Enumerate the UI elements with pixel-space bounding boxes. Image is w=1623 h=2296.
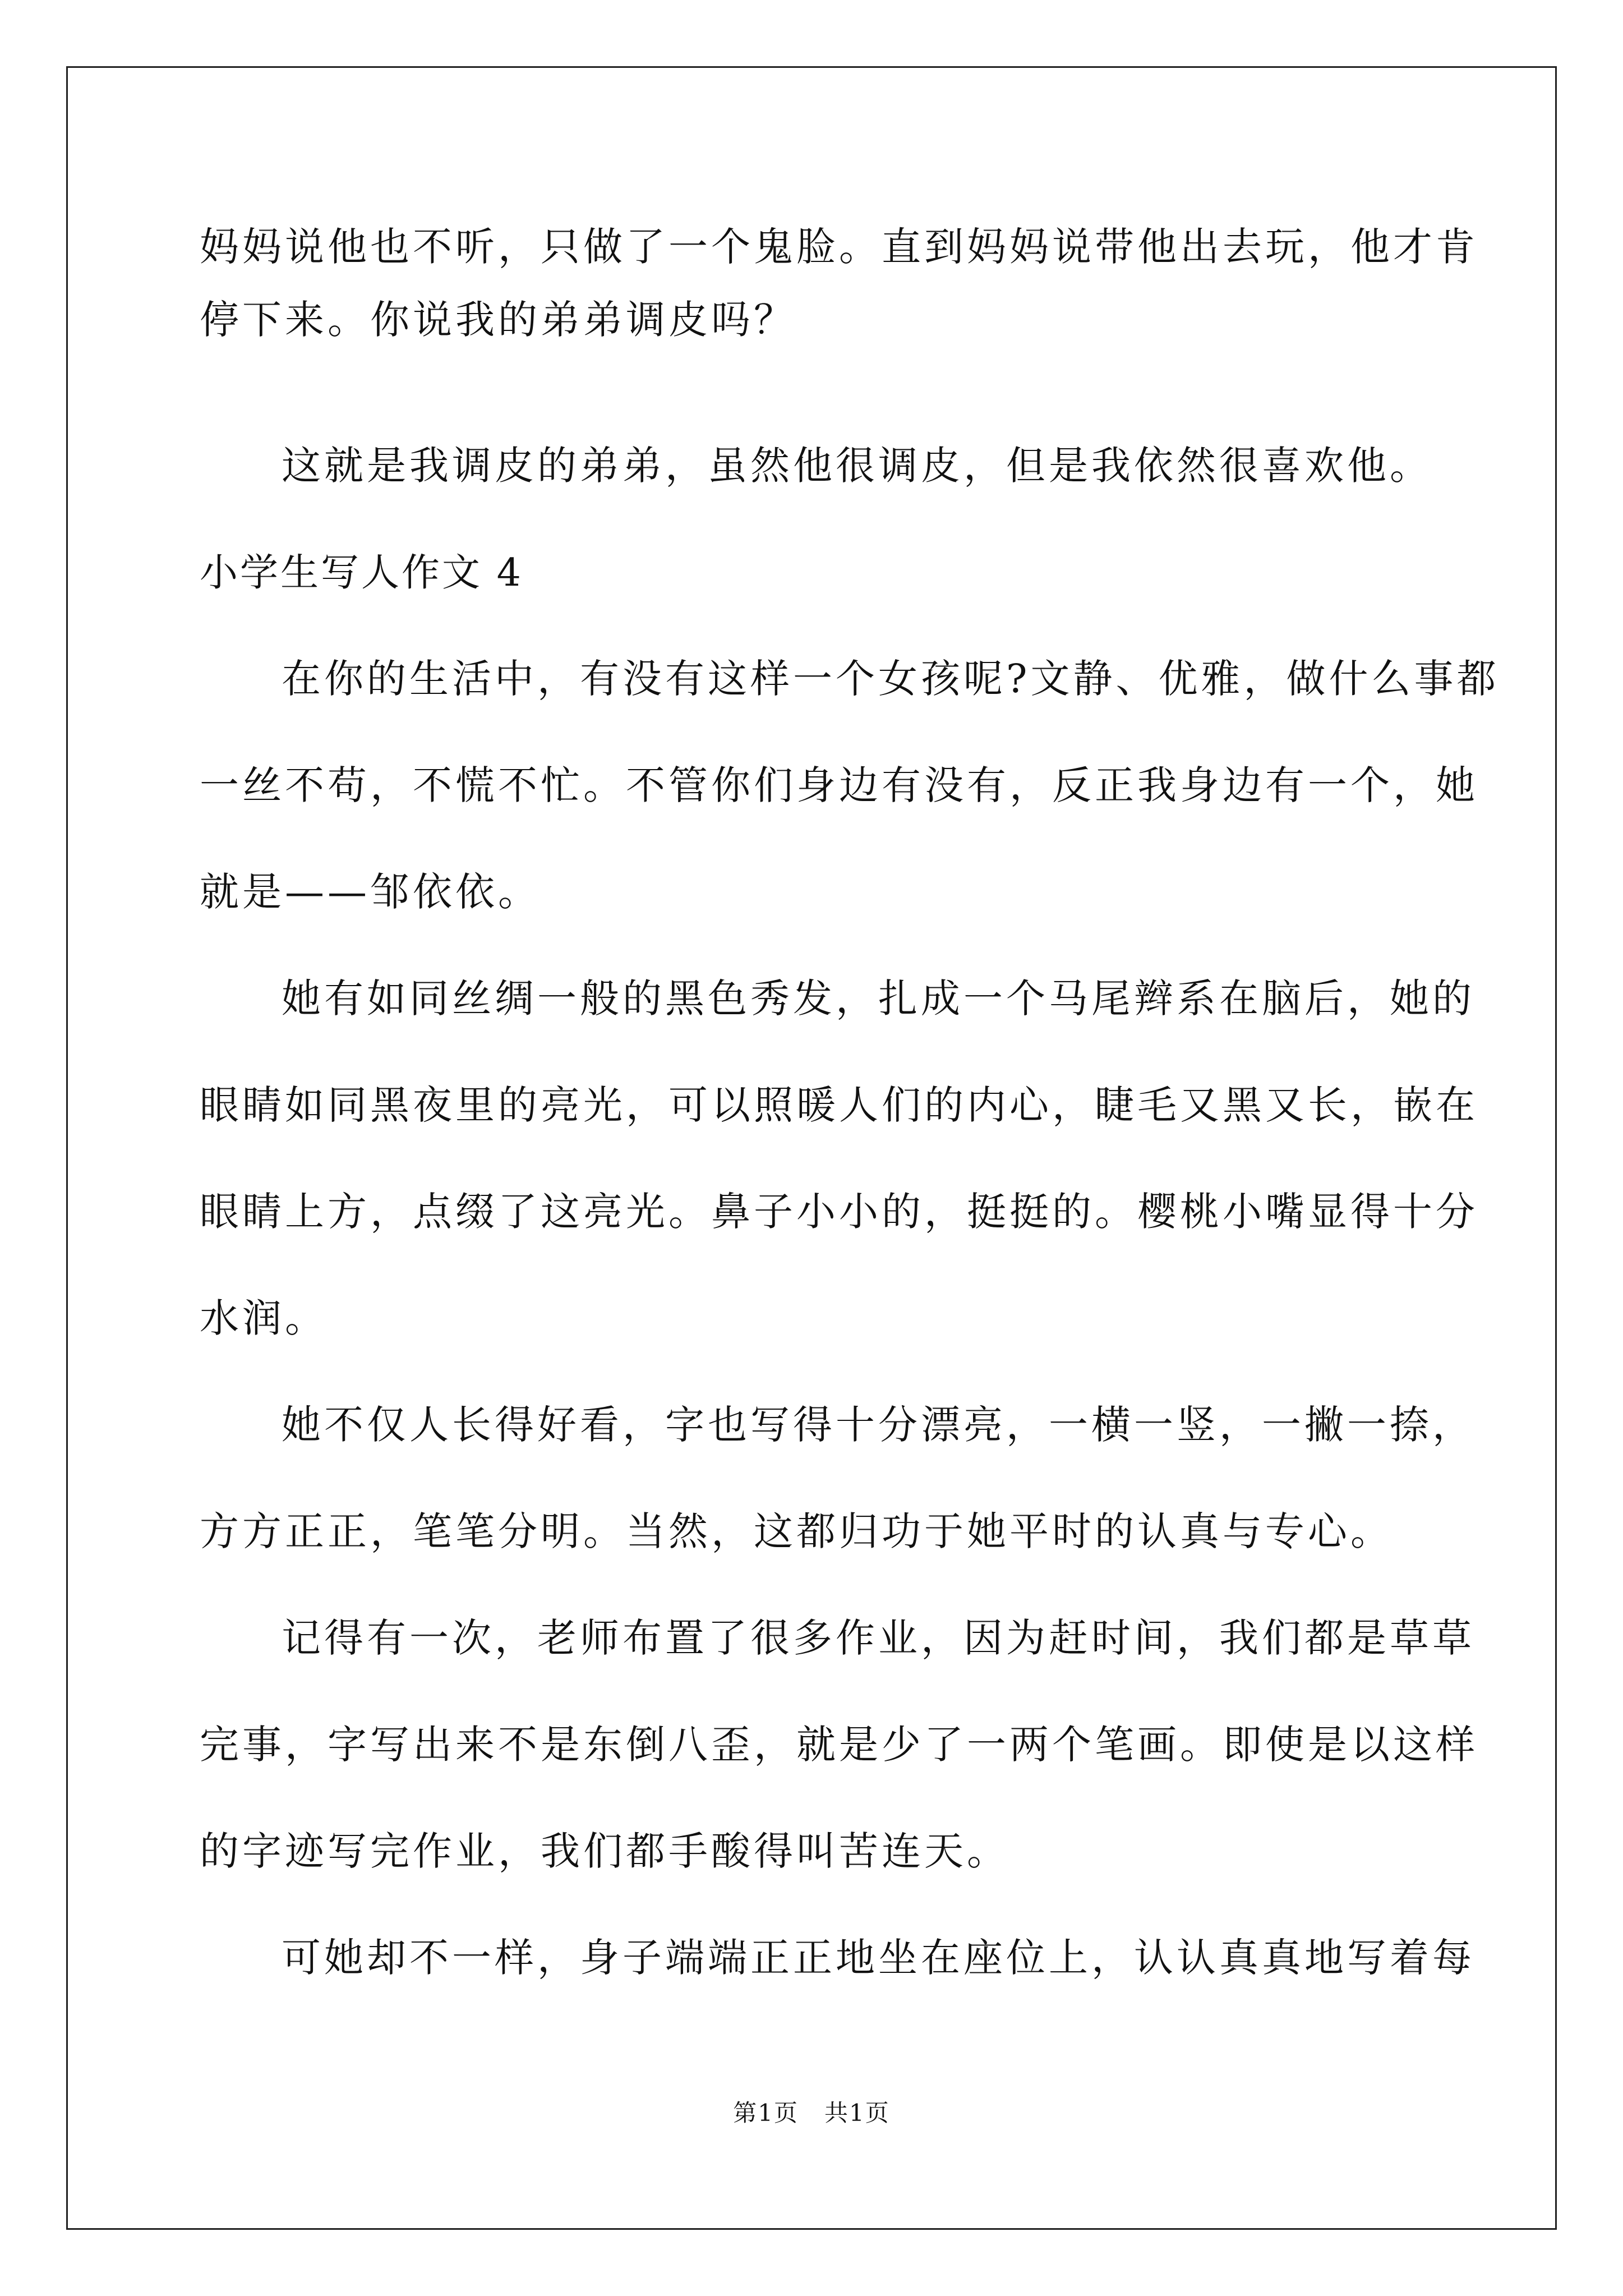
paragraph-line: 停下来。你说我的弟弟调皮吗？ [200,297,796,343]
paragraph-line: 在你的生活中，有没有这样一个女孩呢?文静、优雅，做什么事都 [282,656,1500,702]
paragraph-line: 水润。 [200,1295,328,1341]
paragraph-line: 一丝不苟，不慌不忙。不管你们身边有没有，反正我身边有一个，她 [200,762,1478,808]
page-border [66,66,1557,2230]
paragraph-line: 她不仅人长得好看，字也写得十分漂亮，一横一竖，一撇一捺， [282,1402,1475,1448]
paragraph-line: 妈妈说他也不听，只做了一个鬼脸。直到妈妈说带他出去玩，他才肯 [200,224,1478,270]
paragraph-line: 的字迹写完作业，我们都手酸得叫苦连天。 [200,1828,1009,1874]
section-heading: 小学生写人作文 4 [200,551,523,595]
paragraph-line: 眼睛上方，点缀了这亮光。鼻子小小的，挺挺的。樱桃小嘴显得十分 [200,1189,1478,1235]
paragraph-line: 方方正正，笔笔分明。当然，这都归功于她平时的认真与专心。 [200,1508,1393,1554]
paragraph-line: 记得有一次，老师布置了很多作业，因为赶时间，我们都是草草 [282,1615,1475,1661]
paragraph-line: 就是——邹依依。 [200,869,541,915]
paragraph-line: 她有如同丝绸一般的黑色秀发，扎成一个马尾辫系在脑后，她的 [282,976,1475,1022]
paragraph-line: 完事，字写出来不是东倒八歪，就是少了一两个笔画。即使是以这样 [200,1722,1478,1768]
paragraph-line: 眼睛如同黑夜里的亮光，可以照暖人们的内心，睫毛又黑又长，嵌在 [200,1082,1478,1128]
paragraph-line: 这就是我调皮的弟弟，虽然他很调皮，但是我依然很喜欢他。 [282,443,1432,489]
page-number-footer: 第1页 共1页 [733,2099,890,2127]
paragraph-line: 可她却不一样，身子端端正正地坐在座位上，认认真真地写着每 [282,1935,1475,1981]
